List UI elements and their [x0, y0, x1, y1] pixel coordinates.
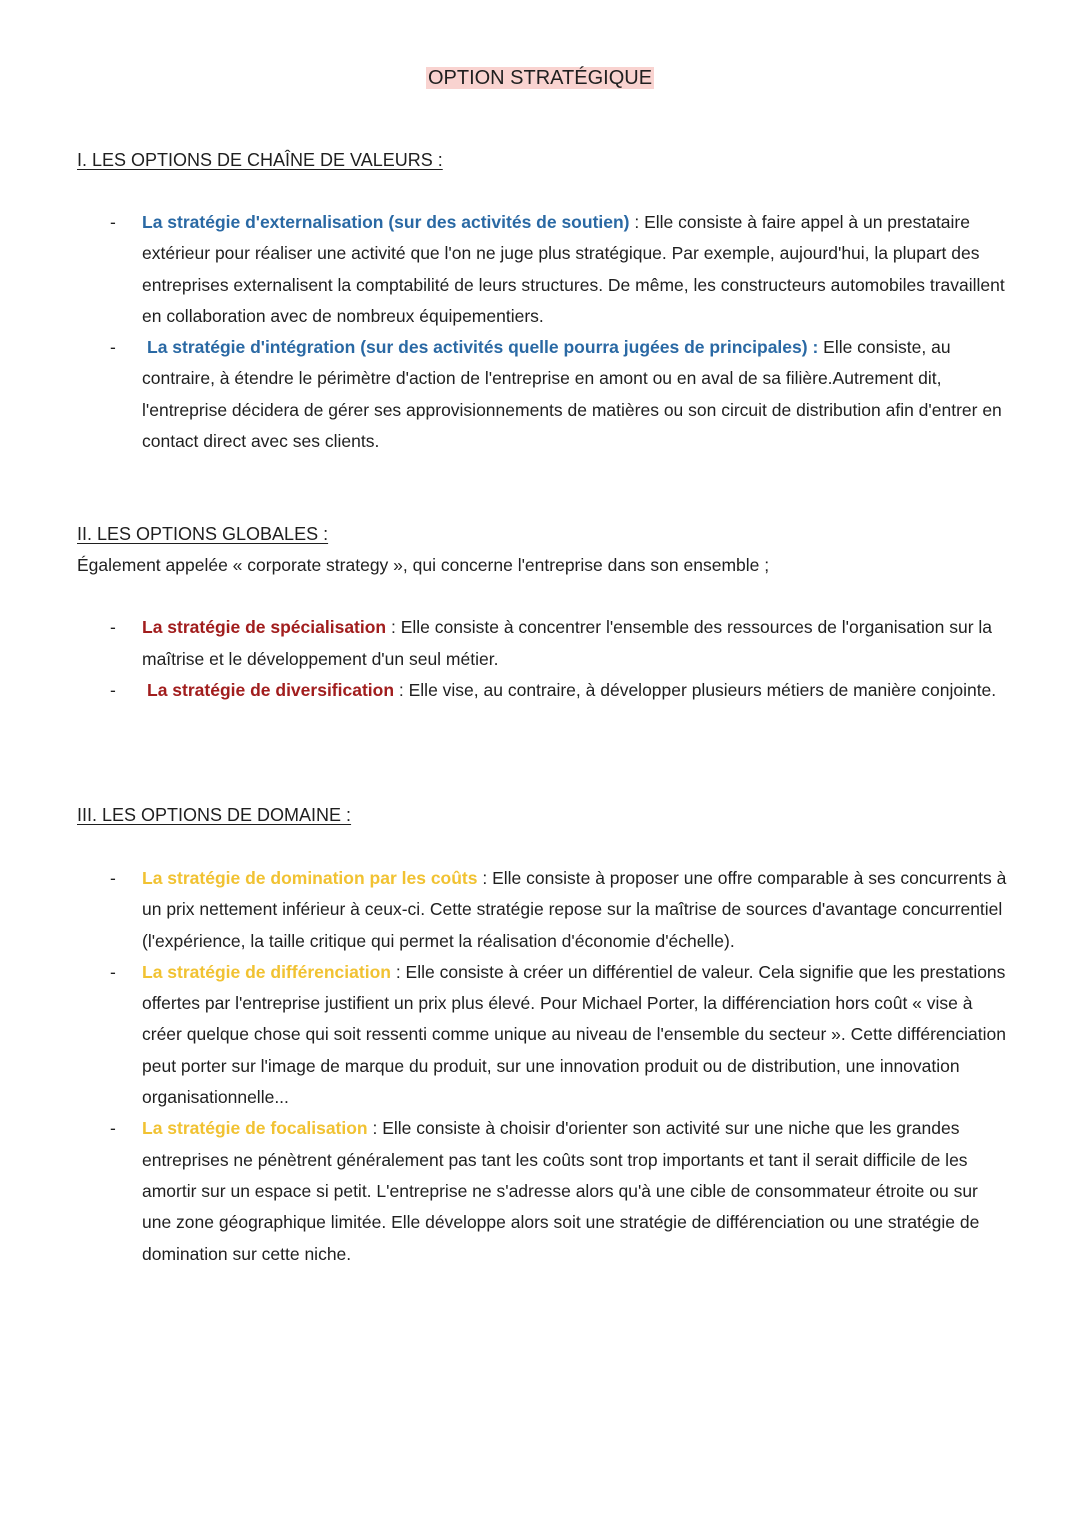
term-focus: La stratégie de focalisation	[142, 1118, 368, 1139]
item-text: : Elle consiste à créer un différentiel de valeur. Cela signifie que les prestations offertes par l'entreprise justifient un prix plus élevé. Pour Michael Porter, la différenciation hors coût « vise à créer quelque chose qui soit ressenti comme unique au niveau de l'ensemble du secteur ». Cette différenciation peut porter sur l'image de marque du produit, sur une innovation produit ou de distribution, une innovation organisationnelle...	[142, 961, 1006, 1108]
item-text: : Elle vise, au contraire, à développer plusieurs métiers de manière conjointe.	[394, 679, 997, 700]
list-item	[77, 207, 1007, 332]
dash-bullet: -	[110, 617, 116, 638]
item-text: : Elle consiste à concentrer l'ensemble des ressources de l'organisation sur la maîtrise et le développement d'un seul métier.	[142, 617, 993, 669]
bullet-list	[77, 207, 1007, 457]
list-item	[77, 863, 1007, 957]
item-text: : Elle consiste à choisir d'orienter son activité sur une niche que les grandes entreprises ne pénètrent généralement pas tant les coûts sont trop importants et tant il serait difficile de les amortir sur un espace si petit. L'entreprise ne s'adresse alors qu'à une cible de consommateur étroite ou sur une zone géographique limitée. Elle développe alors soit une stratégie de différenciation ou une stratégie de domination sur cette niche.	[142, 1118, 980, 1264]
list-item	[77, 612, 1007, 675]
item-text: : Elle consiste à proposer une offre comparable à ses concurrents à un prix nettement inférieur à ceux-ci. Cette stratégie repose sur la maîtrise de sources d'avantage concurrentiel (l'expérience, la taille critique qui permet la réalisation d'économie d'échelle).	[142, 868, 1007, 951]
document-title: OPTION STRATÉGIQUE	[427, 67, 653, 89]
list-item	[77, 675, 1007, 706]
section-domain-options	[77, 800, 1007, 1270]
dash-bullet: -	[110, 961, 116, 982]
term-specialisation: La stratégie de spécialisation	[142, 617, 387, 638]
section-global-options	[77, 519, 1007, 706]
dash-bullet: -	[110, 337, 116, 358]
dash-bullet: -	[110, 212, 116, 232]
dash-bullet: -	[110, 868, 116, 888]
list-item	[77, 957, 1007, 1113]
section-intro: Également appelée « corporate strategy », qui concerne l'entreprise dans son ensemble ;	[77, 555, 770, 575]
term-diversification: La stratégie de diversification	[147, 679, 395, 700]
term-differentiation: La stratégie de différenciation	[142, 961, 391, 982]
term-integration: La stratégie d'intégration (sur des activités quelle pourra jugées de principales) :	[147, 337, 819, 358]
section-heading: III. LES OPTIONS DE DOMAINE :	[77, 805, 352, 825]
item-text: : Elle consiste à faire appel à un prestataire extérieur pour réaliser une activité que l'on ne juge plus stratégique. Par exemple, aujourd'hui, la plupart des entreprises externalisent la comptabilité de leurs structures. De même, les constructeurs automobiles travaillent en collaboration avec de nombreux équipementiers.	[142, 212, 1005, 326]
section-heading: I. LES OPTIONS DE CHAÎNE DE VALEURS :	[77, 150, 443, 170]
term-externalisation: La stratégie d'externalisation (sur des activités de soutien)	[142, 212, 630, 232]
section-heading: II. LES OPTIONS GLOBALES :	[77, 524, 329, 544]
dash-bullet: -	[110, 1118, 116, 1139]
list-item	[77, 332, 1007, 457]
item-text: Elle consiste, au contraire, à étendre le périmètre d'action de l'entreprise en amont ou en aval de sa filière.Autrement dit, l'entreprise décidera de gérer ses approvisionnements de matières ou son circuit de distribution afin d'entrer en contact direct avec ses clients.	[142, 337, 1002, 452]
dash-bullet: -	[110, 679, 116, 700]
term-cost-leadership: La stratégie de domination par les coûts	[142, 868, 478, 888]
bullet-list	[77, 863, 1007, 1270]
section-value-chain	[77, 145, 1007, 457]
bullet-list	[77, 612, 1007, 706]
list-item	[77, 1113, 1007, 1269]
